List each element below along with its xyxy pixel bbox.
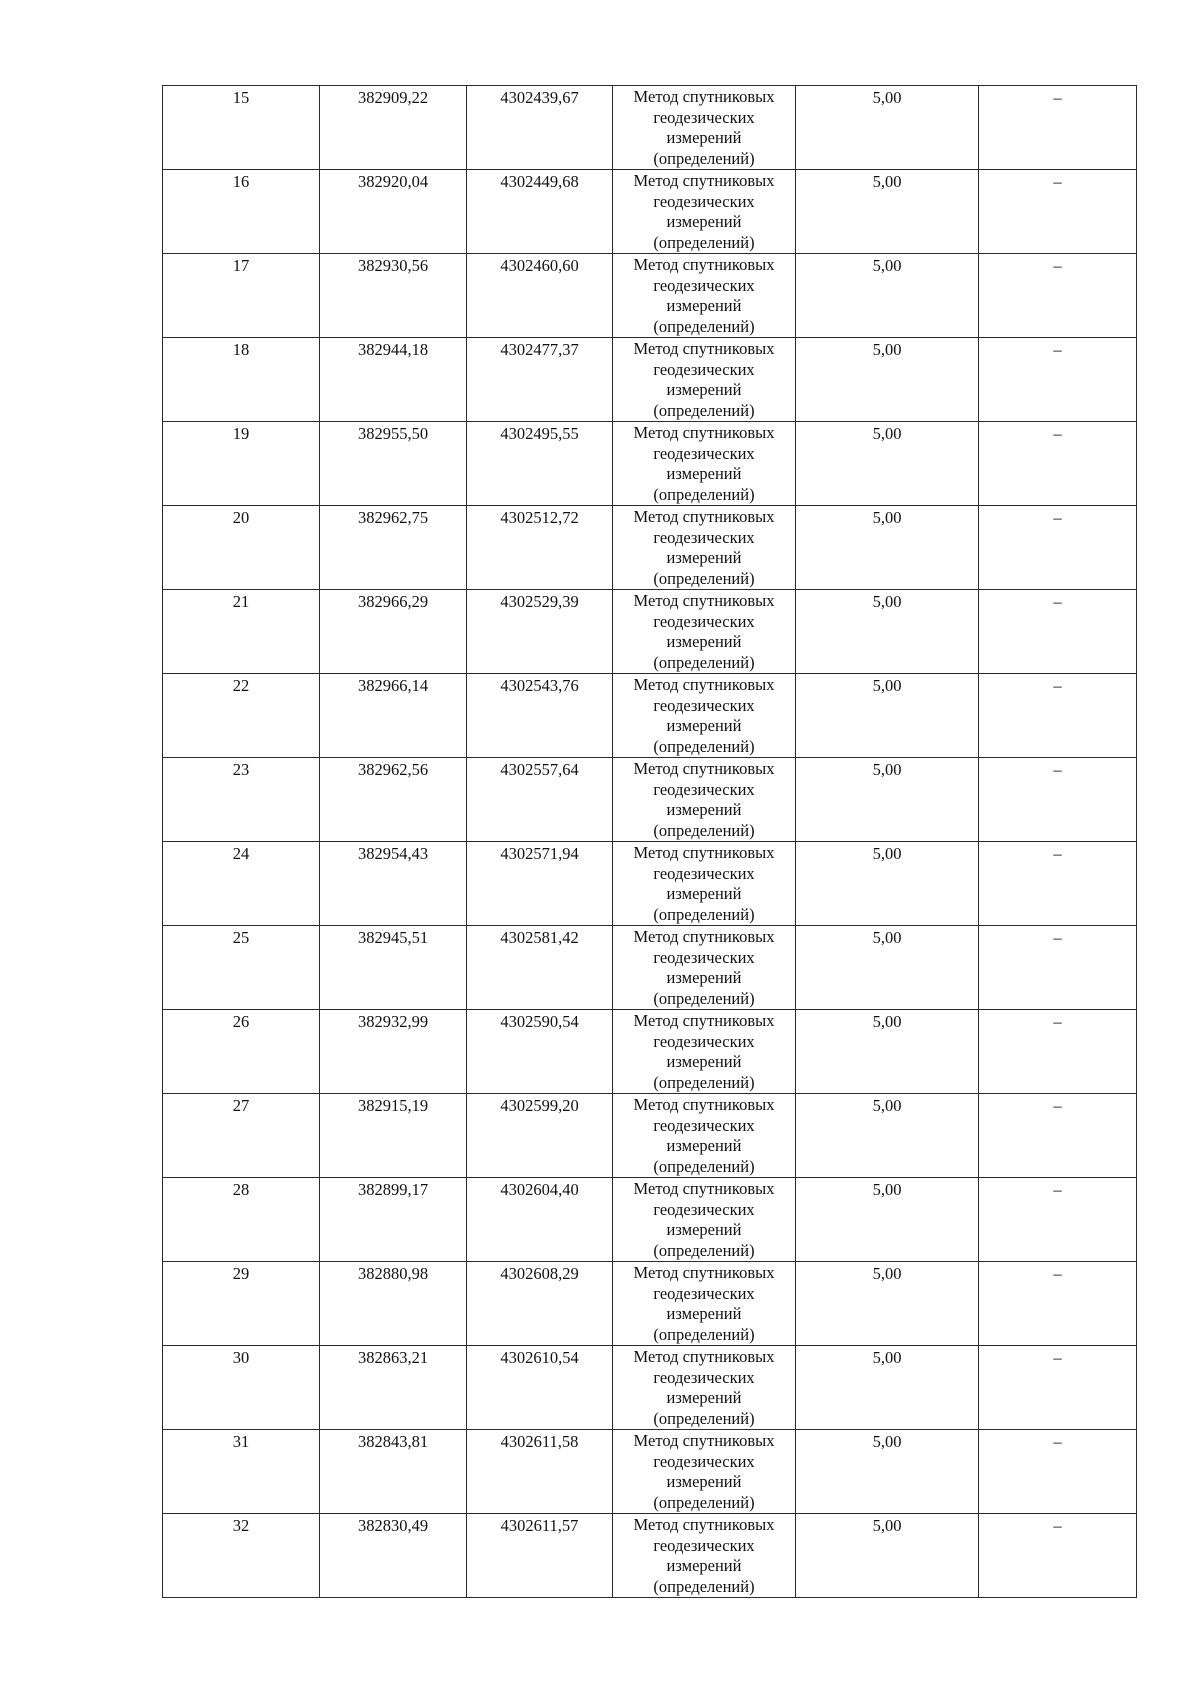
- method-line: геодезических: [653, 1451, 755, 1471]
- x-coordinate-cell: 382909,22: [320, 86, 467, 170]
- method-line: Метод спутниковых: [633, 675, 775, 694]
- table-row: [163, 674, 1137, 758]
- method-line: геодезических: [653, 1535, 755, 1555]
- accuracy-cell: 5,00: [796, 758, 979, 842]
- method-line: Метод спутниковых: [633, 339, 775, 358]
- method-line: измерений: [666, 128, 742, 147]
- description-cell: –: [979, 1262, 1137, 1346]
- method-line: (определений): [653, 568, 755, 588]
- method-line: измерений: [666, 800, 742, 819]
- accuracy-cell: 5,00: [796, 842, 979, 926]
- method-line: геодезических: [653, 107, 755, 127]
- table-row: [163, 1514, 1137, 1598]
- method-line: Метод спутниковых: [633, 759, 775, 778]
- x-coordinate-cell: 382930,56: [320, 254, 467, 338]
- x-coordinate-cell: 382920,04: [320, 170, 467, 254]
- y-coordinate-cell: 4302590,54: [467, 1010, 613, 1094]
- x-coordinate-cell: 382899,17: [320, 1178, 467, 1262]
- table-row: [163, 926, 1137, 1010]
- x-coordinate-cell: 382863,21: [320, 1346, 467, 1430]
- description-cell: –: [979, 506, 1137, 590]
- y-coordinate-cell: 4302449,68: [467, 170, 613, 254]
- method-line: (определений): [653, 652, 755, 672]
- table-row: [163, 590, 1137, 674]
- method-line: Метод спутниковых: [633, 423, 775, 442]
- point-number-cell: 17: [163, 254, 320, 338]
- y-coordinate-cell: 4302599,20: [467, 1094, 613, 1178]
- method-line: геодезических: [653, 863, 755, 883]
- method-line: измерений: [666, 968, 742, 987]
- accuracy-cell: 5,00: [796, 506, 979, 590]
- point-number-cell: 30: [163, 1346, 320, 1430]
- accuracy-cell: 5,00: [796, 86, 979, 170]
- accuracy-cell: 5,00: [796, 1514, 979, 1598]
- method-line: геодезических: [653, 275, 755, 295]
- method-line: Метод спутниковых: [633, 171, 775, 190]
- method-line: Метод спутниковых: [633, 255, 775, 274]
- description-cell: –: [979, 674, 1137, 758]
- method-line: (определений): [653, 1072, 755, 1092]
- method-cell: [613, 926, 796, 1010]
- point-number-cell: 26: [163, 1010, 320, 1094]
- x-coordinate-cell: 382915,19: [320, 1094, 467, 1178]
- method-cell: [613, 1346, 796, 1430]
- y-coordinate-cell: 4302611,57: [467, 1514, 613, 1598]
- method-line: измерений: [666, 212, 742, 231]
- x-coordinate-cell: 382932,99: [320, 1010, 467, 1094]
- accuracy-cell: 5,00: [796, 1178, 979, 1262]
- point-number-cell: 16: [163, 170, 320, 254]
- method-line: Метод спутниковых: [633, 1431, 775, 1450]
- y-coordinate-cell: 4302604,40: [467, 1178, 613, 1262]
- description-cell: –: [979, 86, 1137, 170]
- method-line: измерений: [666, 716, 742, 735]
- method-line: измерений: [666, 1472, 742, 1491]
- accuracy-cell: 5,00: [796, 590, 979, 674]
- method-line: измерений: [666, 1388, 742, 1407]
- table-row: [163, 170, 1137, 254]
- method-cell: [613, 506, 796, 590]
- description-cell: –: [979, 1346, 1137, 1430]
- accuracy-cell: 5,00: [796, 422, 979, 506]
- method-cell: [613, 1178, 796, 1262]
- y-coordinate-cell: 4302611,58: [467, 1430, 613, 1514]
- method-cell: [613, 674, 796, 758]
- method-cell: [613, 1262, 796, 1346]
- method-line: (определений): [653, 1240, 755, 1260]
- method-line: измерений: [666, 884, 742, 903]
- method-line: Метод спутниковых: [633, 1179, 775, 1198]
- method-cell: [613, 1430, 796, 1514]
- y-coordinate-cell: 4302581,42: [467, 926, 613, 1010]
- point-number-cell: 23: [163, 758, 320, 842]
- method-line: (определений): [653, 736, 755, 756]
- point-number-cell: 25: [163, 926, 320, 1010]
- description-cell: –: [979, 338, 1137, 422]
- description-cell: –: [979, 1430, 1137, 1514]
- table-row: [163, 1178, 1137, 1262]
- method-line: измерений: [666, 296, 742, 315]
- method-line: (определений): [653, 400, 755, 420]
- description-cell: –: [979, 1178, 1137, 1262]
- method-line: (определений): [653, 1492, 755, 1512]
- method-line: геодезических: [653, 779, 755, 799]
- table-row: [163, 506, 1137, 590]
- method-line: Метод спутниковых: [633, 1347, 775, 1366]
- table-row: [163, 338, 1137, 422]
- table-row: [163, 86, 1137, 170]
- method-line: геодезических: [653, 695, 755, 715]
- x-coordinate-cell: 382966,29: [320, 590, 467, 674]
- point-number-cell: 28: [163, 1178, 320, 1262]
- method-line: (определений): [653, 820, 755, 840]
- x-coordinate-cell: 382954,43: [320, 842, 467, 926]
- y-coordinate-cell: 4302477,37: [467, 338, 613, 422]
- table-row: [163, 422, 1137, 506]
- accuracy-cell: 5,00: [796, 338, 979, 422]
- table-body: [163, 86, 1137, 1598]
- method-line: (определений): [653, 484, 755, 504]
- point-number-cell: 22: [163, 674, 320, 758]
- method-line: Метод спутниковых: [633, 843, 775, 862]
- method-line: геодезических: [653, 611, 755, 631]
- point-number-cell: 31: [163, 1430, 320, 1514]
- y-coordinate-cell: 4302543,76: [467, 674, 613, 758]
- table-row: [163, 1094, 1137, 1178]
- point-number-cell: 19: [163, 422, 320, 506]
- point-number-cell: 21: [163, 590, 320, 674]
- point-number-cell: 29: [163, 1262, 320, 1346]
- method-line: Метод спутниковых: [633, 1263, 775, 1282]
- accuracy-cell: 5,00: [796, 674, 979, 758]
- table-row: [163, 842, 1137, 926]
- method-line: Метод спутниковых: [633, 507, 775, 526]
- method-cell: [613, 758, 796, 842]
- method-line: измерений: [666, 380, 742, 399]
- description-cell: –: [979, 1514, 1137, 1598]
- accuracy-cell: 5,00: [796, 926, 979, 1010]
- method-line: измерений: [666, 1136, 742, 1155]
- method-line: геодезических: [653, 1199, 755, 1219]
- method-line: (определений): [653, 1156, 755, 1176]
- point-number-cell: 18: [163, 338, 320, 422]
- x-coordinate-cell: 382843,81: [320, 1430, 467, 1514]
- method-cell: [613, 254, 796, 338]
- description-cell: –: [979, 170, 1137, 254]
- y-coordinate-cell: 4302571,94: [467, 842, 613, 926]
- description-cell: –: [979, 1010, 1137, 1094]
- x-coordinate-cell: 382945,51: [320, 926, 467, 1010]
- x-coordinate-cell: 382962,56: [320, 758, 467, 842]
- method-line: (определений): [653, 988, 755, 1008]
- method-line: измерений: [666, 1220, 742, 1239]
- x-coordinate-cell: 382880,98: [320, 1262, 467, 1346]
- method-line: геодезических: [653, 1031, 755, 1051]
- method-line: геодезических: [653, 1115, 755, 1135]
- method-line: (определений): [653, 316, 755, 336]
- method-line: геодезических: [653, 527, 755, 547]
- accuracy-cell: 5,00: [796, 1262, 979, 1346]
- method-line: (определений): [653, 1576, 755, 1596]
- y-coordinate-cell: 4302557,64: [467, 758, 613, 842]
- table-row: [163, 1262, 1137, 1346]
- description-cell: –: [979, 422, 1137, 506]
- method-line: (определений): [653, 904, 755, 924]
- method-cell: [613, 1094, 796, 1178]
- method-line: измерений: [666, 1304, 742, 1323]
- method-cell: [613, 170, 796, 254]
- x-coordinate-cell: 382966,14: [320, 674, 467, 758]
- method-line: (определений): [653, 1324, 755, 1344]
- method-cell: [613, 338, 796, 422]
- accuracy-cell: 5,00: [796, 1010, 979, 1094]
- coordinates-table: [162, 85, 1137, 1598]
- method-cell: [613, 422, 796, 506]
- y-coordinate-cell: 4302495,55: [467, 422, 613, 506]
- table-row: [163, 1346, 1137, 1430]
- method-line: геодезических: [653, 191, 755, 211]
- method-cell: [613, 842, 796, 926]
- y-coordinate-cell: 4302529,39: [467, 590, 613, 674]
- method-cell: [613, 590, 796, 674]
- method-line: геодезических: [653, 1367, 755, 1387]
- method-line: (определений): [653, 232, 755, 252]
- method-line: геодезических: [653, 359, 755, 379]
- point-number-cell: 24: [163, 842, 320, 926]
- method-line: измерений: [666, 1556, 742, 1575]
- method-line: Метод спутниковых: [633, 927, 775, 946]
- method-line: измерений: [666, 548, 742, 567]
- description-cell: –: [979, 254, 1137, 338]
- description-cell: –: [979, 926, 1137, 1010]
- accuracy-cell: 5,00: [796, 170, 979, 254]
- description-cell: –: [979, 758, 1137, 842]
- table-row: [163, 758, 1137, 842]
- method-line: геодезических: [653, 1283, 755, 1303]
- method-cell: [613, 1010, 796, 1094]
- x-coordinate-cell: 382830,49: [320, 1514, 467, 1598]
- y-coordinate-cell: 4302608,29: [467, 1262, 613, 1346]
- point-number-cell: 15: [163, 86, 320, 170]
- table-row: [163, 1010, 1137, 1094]
- x-coordinate-cell: 382944,18: [320, 338, 467, 422]
- method-cell: [613, 1514, 796, 1598]
- method-line: геодезических: [653, 947, 755, 967]
- method-line: Метод спутниковых: [633, 1515, 775, 1534]
- method-line: Метод спутниковых: [633, 87, 775, 106]
- method-line: Метод спутниковых: [633, 591, 775, 610]
- description-cell: –: [979, 842, 1137, 926]
- method-line: геодезических: [653, 443, 755, 463]
- x-coordinate-cell: 382962,75: [320, 506, 467, 590]
- point-number-cell: 20: [163, 506, 320, 590]
- method-line: Метод спутниковых: [633, 1011, 775, 1030]
- x-coordinate-cell: 382955,50: [320, 422, 467, 506]
- accuracy-cell: 5,00: [796, 1094, 979, 1178]
- method-line: (определений): [653, 148, 755, 168]
- point-number-cell: 27: [163, 1094, 320, 1178]
- description-cell: –: [979, 590, 1137, 674]
- table-row: [163, 1430, 1137, 1514]
- point-number-cell: 32: [163, 1514, 320, 1598]
- table-row: [163, 254, 1137, 338]
- y-coordinate-cell: 4302512,72: [467, 506, 613, 590]
- description-cell: –: [979, 1094, 1137, 1178]
- method-line: измерений: [666, 632, 742, 651]
- method-line: измерений: [666, 1052, 742, 1071]
- y-coordinate-cell: 4302439,67: [467, 86, 613, 170]
- method-line: измерений: [666, 464, 742, 483]
- method-cell: [613, 86, 796, 170]
- accuracy-cell: 5,00: [796, 1430, 979, 1514]
- y-coordinate-cell: 4302610,54: [467, 1346, 613, 1430]
- method-line: (определений): [653, 1408, 755, 1428]
- y-coordinate-cell: 4302460,60: [467, 254, 613, 338]
- accuracy-cell: 5,00: [796, 1346, 979, 1430]
- method-line: Метод спутниковых: [633, 1095, 775, 1114]
- accuracy-cell: 5,00: [796, 254, 979, 338]
